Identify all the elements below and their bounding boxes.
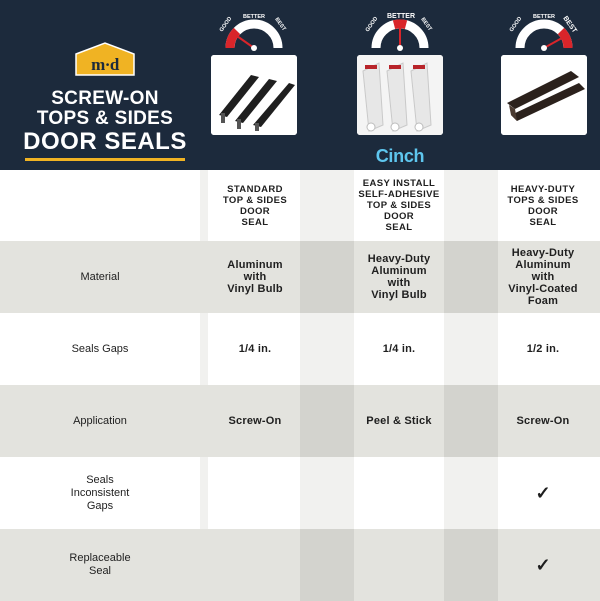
gauge-best-icon — [505, 10, 583, 52]
cell-value: Aluminum with Vinyl Bulb — [227, 259, 283, 295]
row-label: Seals Inconsistent Gaps — [70, 473, 130, 512]
product-photo — [501, 55, 587, 135]
row-label: Replaceable Seal — [69, 552, 131, 577]
logo-text: m·d — [91, 55, 119, 74]
gauge-good-label: GOOD — [508, 15, 524, 34]
cell-value — [210, 529, 300, 601]
table-row — [0, 313, 600, 385]
product-1-heading: STANDARD TOP & SIDES DOOR SEAL — [222, 183, 288, 228]
comparison-table — [0, 170, 600, 601]
cell-value — [210, 457, 300, 529]
table-header-row — [0, 170, 600, 241]
brand-block — [10, 42, 200, 161]
cell-value — [354, 529, 444, 601]
product-3-heading: HEAVY-DUTY TOPS & SIDES DOOR SEAL — [507, 183, 579, 228]
title-line-1: SCREW-ON — [51, 88, 159, 109]
gauge-good-label: GOOD — [218, 15, 234, 34]
title-line-3: DOOR SEALS — [23, 128, 187, 155]
cell-value: Heavy-Duty Aluminum with Vinyl-Coated Foam — [508, 247, 578, 307]
title-underline — [25, 158, 185, 161]
row-label: Application — [73, 414, 127, 427]
table-row — [0, 385, 600, 457]
cell-value: 1/4 in. — [238, 343, 272, 355]
cell-value — [354, 457, 444, 529]
product-photo — [211, 55, 297, 135]
gauge-good-label: GOOD — [364, 15, 380, 34]
gauge-better-label: BETTER — [387, 13, 415, 20]
cell-value — [498, 457, 588, 529]
brown-seal-image-icon — [501, 55, 587, 135]
product-heavy-duty — [498, 10, 590, 135]
cell-value — [498, 529, 588, 601]
gauge-better-label: BETTER — [533, 14, 555, 20]
cell-value: Peel & Stick — [366, 415, 432, 427]
row-label: Seals Gaps — [71, 342, 129, 355]
product-standard — [208, 10, 300, 135]
header-band — [0, 0, 600, 170]
gauge-better-icon — [361, 10, 439, 52]
product-2-heading: EASY INSTALL SELF-ADHESIVE TOP & SIDES DOOR SEAL — [358, 178, 440, 233]
table-row — [0, 241, 600, 313]
checkmark-icon: ✓ — [535, 482, 551, 503]
gauge-best-label: BEST — [273, 16, 287, 33]
product-easy-install — [354, 10, 446, 135]
gauge-better-label: BETTER — [243, 14, 265, 20]
checkmark-icon: ✓ — [535, 554, 551, 575]
cell-value: 1/2 in. — [526, 343, 560, 355]
cell-value: 1/4 in. — [382, 343, 416, 355]
row-label: Material — [80, 270, 120, 283]
white-seal-image-icon — [357, 55, 443, 135]
cell-value: Heavy-Duty Aluminum with Vinyl Bulb — [367, 253, 431, 301]
gauge-best-label: BEST — [561, 15, 578, 35]
gauge-good-icon — [215, 10, 293, 52]
gauge-best-label: BEST — [419, 16, 433, 33]
md-logo — [72, 42, 138, 76]
product-photo — [357, 55, 443, 135]
cell-value: Screw-On — [228, 415, 282, 427]
title-line-2: TOPS & SIDES — [36, 108, 174, 129]
table-row — [0, 457, 600, 529]
dark-seal-image-icon — [211, 55, 297, 135]
cinch-badge: Cinch — [375, 146, 425, 166]
cell-value: Screw-On — [516, 415, 570, 427]
table-row — [0, 529, 600, 601]
